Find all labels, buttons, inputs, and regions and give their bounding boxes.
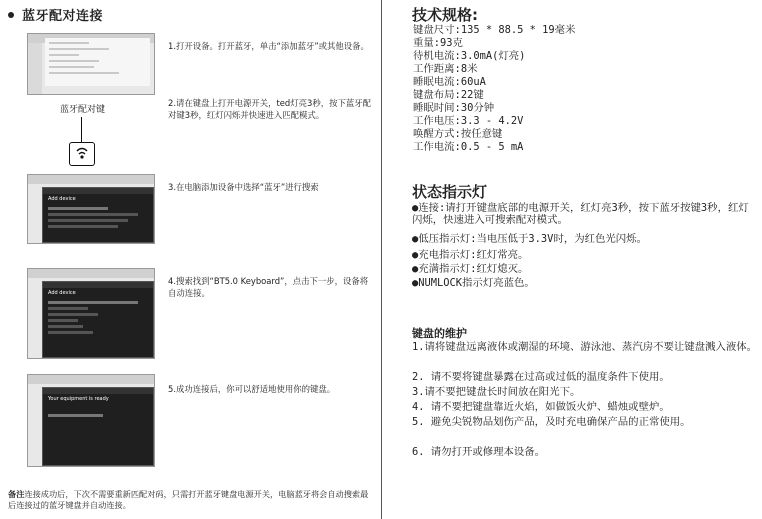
care-item: 1.请将键盘远离液体或潮湿的环境、游泳池、蒸汽房不要让键盘溅入液体。 <box>412 341 758 353</box>
step-5: 5.成功连接后，你可以舒适地使用你的键盘。 <box>168 384 336 394</box>
status-item: ●充满指示灯:红灯熄灭。 <box>412 263 529 275</box>
spec-line: 键盘尺寸:135 * 88.5 * 19毫米 <box>413 24 576 36</box>
care-item: 5. 避免尖锐物品划伤产品，及时充电确保产品的正常使用。 <box>412 416 691 428</box>
ready-screenshot <box>27 374 155 467</box>
spec-line: 键盘布局:22键 <box>413 89 484 101</box>
pairing-title-text: 蓝牙配对连接 <box>22 9 104 24</box>
status-item: ●充电指示灯:红灯常亮。 <box>412 249 529 261</box>
dialog-title: Your equipment is ready <box>48 396 109 402</box>
status-title: 状态指示灯 <box>412 183 488 201</box>
step-4: 4.搜索找到“BT5.0 Keyboard”，点击下一步，设备将自动连接。 <box>168 276 369 298</box>
note-text: 连接成功后，下次不需要重新匹配对码，只需打开蓝牙键盘电源开关，电脑蓝牙将会自动搜索最后连接过的蓝牙键盘并自动连接。 <box>8 489 369 510</box>
care-title: 键盘的维护 <box>412 327 467 340</box>
pair-key-icon <box>69 142 95 166</box>
spec-line: 唤醒方式:按任意键 <box>413 128 503 140</box>
spec-line: 待机电流:3.0mA(灯亮) <box>413 50 526 62</box>
care-item: 6. 请勿打开或修理本设备。 <box>412 446 546 458</box>
add-device-screenshot-1 <box>27 174 155 244</box>
bluetooth-settings-panel <box>45 38 150 86</box>
status-item: ●连接:请打开键盘底部的电源开关，红灯亮3秒，按下蓝牙按键3秒，红灯闪烁，快速进入可搜索配对模式。 <box>412 202 749 227</box>
spec-line: 睡眠电流:60uA <box>413 76 486 88</box>
add-device-screenshot-2 <box>27 268 155 359</box>
device-list-dialog <box>42 281 154 358</box>
bullet-icon <box>8 12 14 18</box>
step-1: 1.打开设备。打开蓝牙，单击“添加蓝牙”或其他设备。 <box>168 41 369 51</box>
step-3: 3.在电脑添加设备中选择“蓝牙”进行搜索 <box>168 182 319 192</box>
settings-sidebar <box>28 43 42 94</box>
status-item: ●NUMLOCK指示灯亮蓝色。 <box>412 277 535 289</box>
care-item: 3.请不要把键盘长时间放在阳光下。 <box>412 386 581 398</box>
note-label: 备注 <box>8 489 25 499</box>
pair-key-label: 蓝牙配对键 <box>60 105 106 115</box>
step-2: 2.请在键盘上打开电源开关，ted灯亮3秒，按下蓝牙配对键3秒，红灯闪烁并快速进入匹配模式。 <box>168 98 371 120</box>
add-device-dialog <box>42 187 154 243</box>
spec-line: 睡眠时间:30分钟 <box>413 102 495 114</box>
care-item: 4. 请不要把键盘靠近火焰，如做饭火炉、蜡烛或壁炉。 <box>412 401 670 413</box>
care-item: 2. 请不要将键盘暴露在过高或过低的温度条件下使用。 <box>412 371 670 383</box>
pair-key-pointer <box>81 117 82 142</box>
pairing-title <box>8 5 103 24</box>
spec-line: 重量:93克 <box>413 37 463 49</box>
spec-section <box>381 0 762 519</box>
spec-line: 工作电流:0.5 - 5 mA <box>413 141 524 153</box>
spec-line: 工作距离:8米 <box>413 63 478 75</box>
spec-title: 技术规格: <box>412 6 478 24</box>
dialog-title: Add device <box>48 290 76 296</box>
status-item: ●低压指示灯:当电压低于3.3V时，为红色光闪烁。 <box>412 233 647 245</box>
ready-dialog <box>42 387 154 466</box>
spec-line: 工作电压:3.3 - 4.2V <box>413 115 524 127</box>
dialog-title: Add device <box>48 196 76 202</box>
settings-screenshot <box>27 33 155 95</box>
note <box>8 489 373 511</box>
